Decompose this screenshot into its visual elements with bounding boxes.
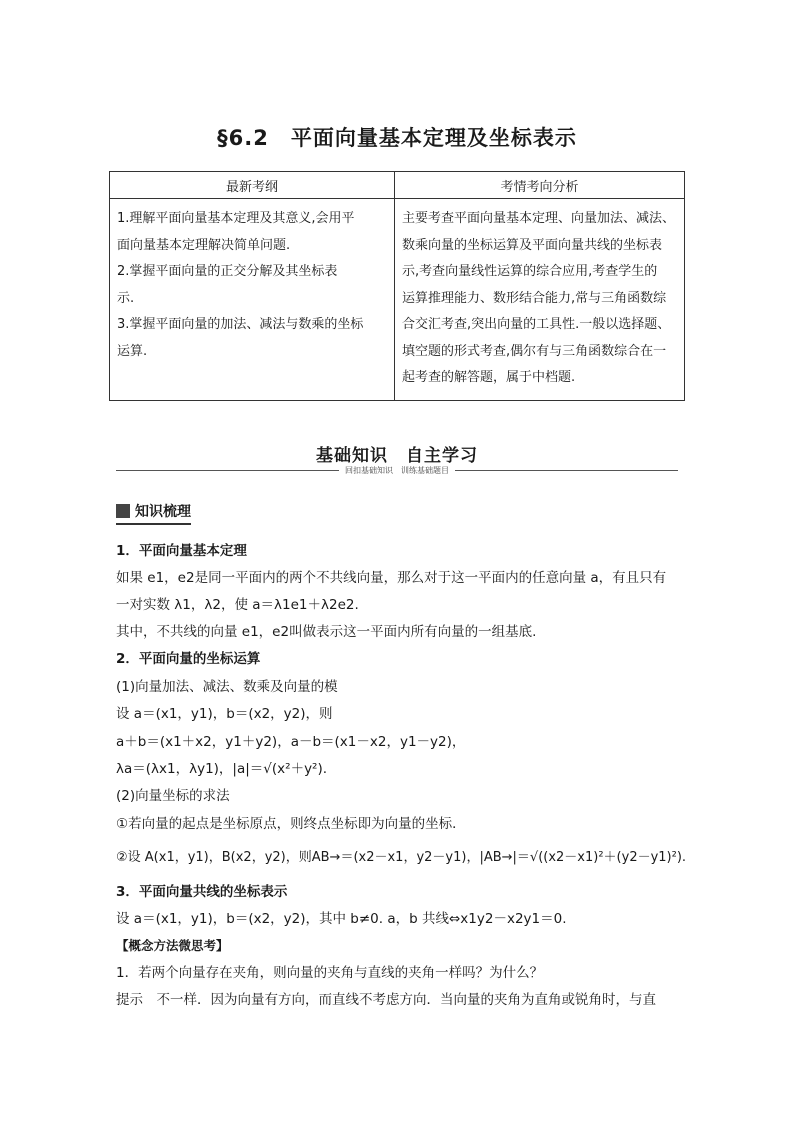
exam-outline-table — [109, 171, 685, 401]
outline-line: 示. — [117, 290, 135, 306]
formula-line: 设 a＝(x1，y1)，b＝(x2，y2)，其中 b≠0. a，b 共线⇔x1y2－x2y1＝0. — [116, 911, 567, 927]
outline-line: 运算. — [117, 343, 148, 359]
question-line: 1．若两个向量存在夹角，则向量的夹角与直线的夹角一样吗？为什么？ — [116, 965, 544, 981]
analysis-line: 填空题的形式考查,偶尔有与三角函数综合在一 — [402, 343, 667, 359]
outline-cell — [110, 199, 395, 401]
table-header-analysis: 考情考向分析 — [395, 172, 685, 199]
text-line: (2)向量坐标的求法 — [116, 788, 230, 804]
table-header-outline: 最新考纲 — [110, 172, 395, 199]
square-bullet-icon — [116, 504, 130, 518]
section-heading: 基础知识 自主学习 — [316, 446, 478, 466]
outline-line: 2.掌握平面向量的正交分解及其坐标表 — [117, 264, 338, 279]
hint-line: 提示 不一样．因为向量有方向，而直线不考虑方向．当向量的夹角为直角或锐角时，与直 — [116, 992, 656, 1008]
outline-line: 3.掌握平面向量的加法、减法与数乘的坐标 — [117, 317, 364, 332]
analysis-line: 合交汇考查,突出向量的工具性.一般以选择题、 — [402, 317, 671, 332]
text-line: ①若向量的起点是坐标原点，则终点坐标即为向量的坐标． — [116, 816, 466, 832]
analysis-line: 起考查的解答题，属于中档题. — [402, 370, 576, 385]
section-subheading: 回扣基础知识 训练基础题目 — [0, 465, 794, 476]
analysis-line: 示,考查向量线性运算的综合应用,考查学生的 — [402, 264, 658, 279]
knowledge-box-label: 知识梳理 — [135, 504, 191, 520]
formula-line: ②设 A(x1，y1)，B(x2，y2)，则AB→＝(x2－x1，y2－y1)，|AB→|＝√((x2－x1)²＋(y2－y1)²). — [116, 850, 687, 865]
analysis-line: 数乘向量的坐标运算及平面向量共线的坐标表 — [402, 237, 663, 253]
knowledge-box-heading — [116, 501, 191, 525]
heading-line: 1．平面向量基本定理 — [116, 543, 247, 559]
text-line: 如果 e1，e2是同一平面内的两个不共线向量，那么对于这一平面内的任意向量 a，有且只有 — [116, 570, 667, 586]
page-title: §6.2 平面向量基本定理及坐标表示 — [217, 126, 577, 150]
text-line: 一对实数 λ1，λ2，使 a＝λ1e1＋λ2e2. — [116, 597, 359, 613]
outline-line: 1.理解平面向量基本定理及其意义,会用平 — [117, 211, 355, 226]
analysis-cell — [395, 199, 685, 401]
heading-line: 2．平面向量的坐标运算 — [116, 651, 261, 667]
text-line: (1)向量加法、减法、数乘及向量的模 — [116, 679, 338, 695]
text-line: 设 a＝(x1，y1)，b＝(x2，y2)，则 — [116, 706, 333, 722]
outline-line: 面向量基本定理解决简单问题. — [117, 237, 291, 253]
analysis-line: 运算推理能力、数形结合能力,常与三角函数综 — [402, 290, 667, 306]
heading-line: 3．平面向量共线的坐标表示 — [116, 884, 288, 900]
concept-heading: 【概念方法微思考】 — [116, 938, 229, 953]
text-line: 其中，不共线的向量 e1，e2叫做表示这一平面内所有向量的一组基底. — [116, 624, 537, 640]
formula-line: a＋b＝(x1＋x2，y1＋y2)，a－b＝(x1－x2，y1－y2)， — [116, 734, 466, 750]
formula-line: λa＝(λx1，λy1)，|a|＝√(x²＋y²). — [116, 761, 328, 777]
analysis-line: 主要考查平面向量基本定理、向量加法、减法、 — [402, 211, 676, 226]
